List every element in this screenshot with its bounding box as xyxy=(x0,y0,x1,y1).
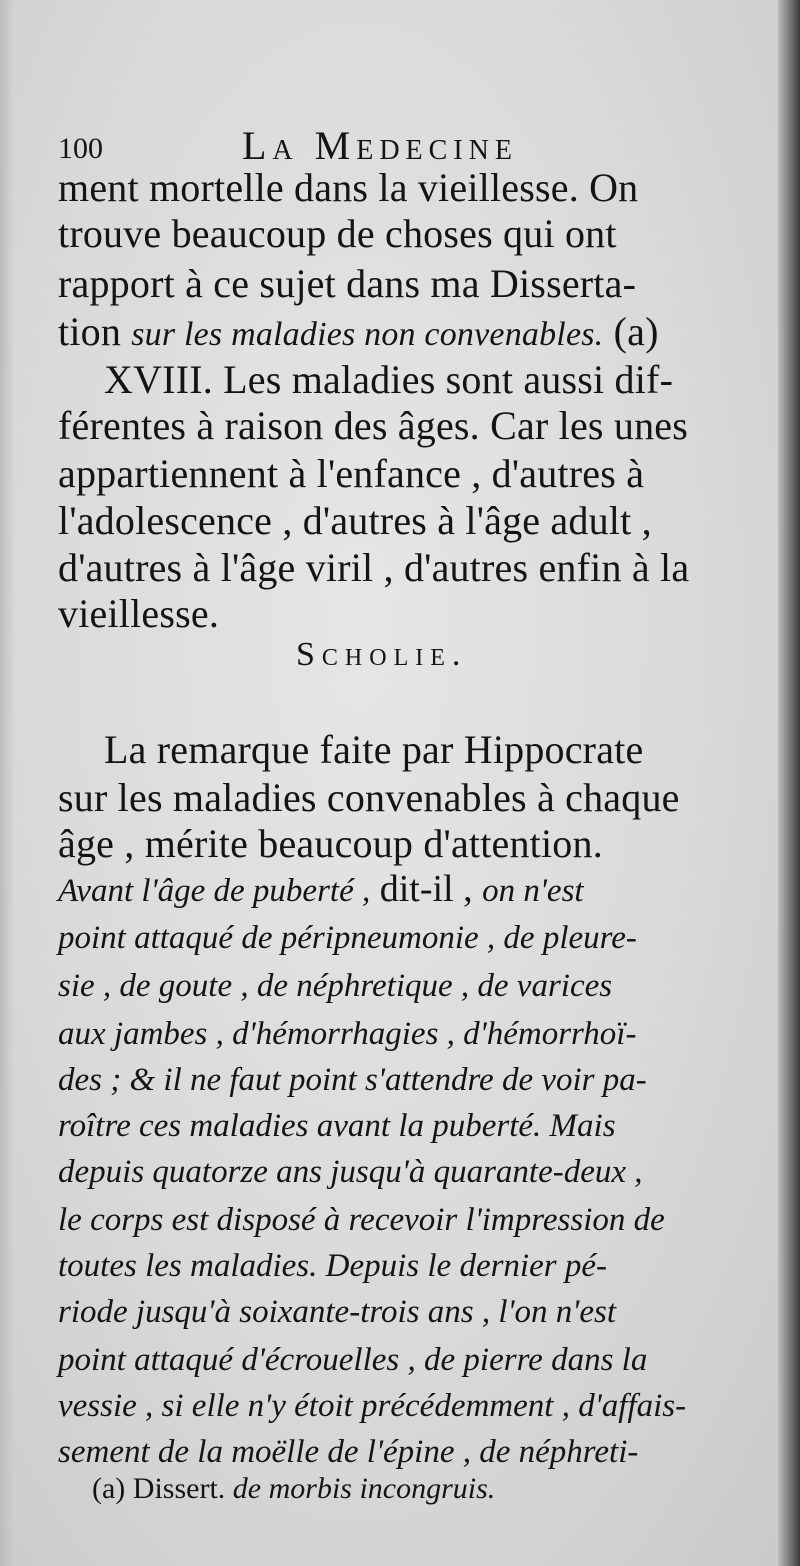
article-xviii-line: d'autres à l'âge viril , d'autres enfin à la xyxy=(58,545,690,590)
article-xviii-line: vieillesse. xyxy=(58,591,220,636)
scholie-italic-line: aux jambes , d'hémorrhagies , d'hémorrhoï- xyxy=(58,1016,637,1052)
article-xviii-line: XVIII. Les maladies sont aussi dif- xyxy=(104,357,674,402)
running-title: La Medecine xyxy=(242,123,518,168)
text-line: rapport à ce sujet dans ma Disserta- xyxy=(58,261,637,306)
roman-fragment: dit-il , xyxy=(370,868,483,910)
text-line-with-italic xyxy=(58,309,659,354)
scholie-italic-line: sie , de goute , de néphretique , de varices xyxy=(58,968,613,1004)
scholie-line: sur les maladies convenables à chaque xyxy=(58,775,680,820)
footnote-title: de morbis incongruis. xyxy=(232,1472,496,1505)
footnote-marker: (a) Dissert. xyxy=(92,1472,226,1505)
text-fragment: tion xyxy=(58,309,132,354)
article-xviii-line: appartiennent à l'enfance , d'autres à xyxy=(58,451,645,496)
scholie-italic-line: des ; & il ne faut point s'attendre de voir pa- xyxy=(58,1062,647,1098)
scholie-italic-line: vessie , si elle n'y étoit précédemment , d'affais- xyxy=(58,1388,687,1424)
scholie-mixed-line xyxy=(58,870,584,908)
scholie-italic-line: roître ces maladies avant la puberté. Mais xyxy=(58,1108,616,1144)
page-number: 100 xyxy=(58,132,103,165)
page-edge xyxy=(778,0,800,1566)
scholie-italic-line: depuis quatorze ans jusqu'à quarante-deux , xyxy=(58,1154,643,1190)
page-gutter-shadow xyxy=(0,0,14,1566)
text-line: trouve beaucoup de choses qui ont xyxy=(58,211,617,256)
article-xviii-line: l'adolescence , d'autres à l'âge adult , xyxy=(58,498,652,543)
scholie-italic-line: point attaqué de péripneumonie , de pleure- xyxy=(58,920,637,956)
page-header xyxy=(58,122,598,168)
footnote xyxy=(92,1472,495,1506)
footnote-reference: (a) xyxy=(603,309,659,354)
scholie-italic-line: toutes les maladies. Depuis le dernier pé- xyxy=(58,1248,607,1284)
italic-fragment: Avant l'âge de puberté , xyxy=(58,873,371,909)
italic-fragment: on n'est xyxy=(482,873,584,909)
scholie-line: La remarque faite par Hippocrate xyxy=(104,727,644,772)
scholie-italic-line: le corps est disposé à recevoir l'impression de xyxy=(58,1202,665,1238)
section-heading: Scholie. xyxy=(296,636,468,673)
scholie-line: âge , mérite beaucoup d'attention. xyxy=(58,821,603,866)
scholie-italic-line: riode jusqu'à soixante-trois ans , l'on n'est xyxy=(58,1294,617,1330)
scholie-italic-line: sement de la moëlle de l'épine , de néphreti- xyxy=(58,1434,639,1470)
text-line: ment mortelle dans la vieillesse. On xyxy=(58,165,639,210)
article-xviii-line: férentes à raison des âges. Car les unes xyxy=(58,403,688,448)
italic-title: sur les maladies non convenables. xyxy=(131,316,604,353)
scholie-italic-line: point attaqué d'écrouelles , de pierre dans la xyxy=(58,1342,648,1378)
